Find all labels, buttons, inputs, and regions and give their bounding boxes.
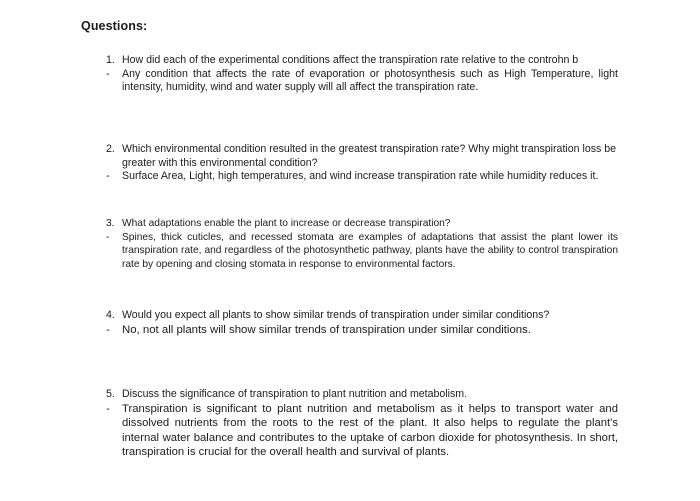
bullet-dash: - — [106, 402, 110, 415]
question-block-4 — [106, 309, 618, 337]
bullet-dash: - — [106, 67, 110, 80]
question-number: 1. — [106, 54, 115, 66]
question-number: 2. — [106, 143, 115, 155]
question-block-3 — [106, 217, 618, 271]
question-block-2 — [106, 143, 618, 184]
question-text: Would you expect all plants to show similar trends of transpiration under similar conditions? — [122, 309, 550, 321]
bullet-dash: - — [106, 231, 110, 243]
question-text: How did each of the experimental conditions affect the transpiration rate relative to the controhn b — [122, 54, 579, 66]
question-text: What adaptations enable the plant to increase or decrease transpiration? — [122, 218, 451, 229]
bullet-dash: - — [106, 323, 110, 336]
question-number: 3. — [106, 218, 115, 229]
question-number: 4. — [106, 309, 115, 321]
answer-text: Any condition that affects the rate of evaporation or photosynthesis such as High Temperature, light intensity, humidity, wind and water supply will all affect the transpiration rate. — [122, 67, 618, 94]
page-heading: Questions: — [81, 19, 148, 33]
answer-text: No, not all plants will show similar trends of transpiration under similar conditions. — [122, 323, 531, 336]
question-number: 5. — [106, 388, 115, 400]
question-text: Discuss the significance of transpiration to plant nutrition and metabolism. — [122, 388, 468, 400]
answer-text: Surface Area, Light, high temperatures, and wind increase transpiration rate while humidity reduces it. — [122, 170, 599, 183]
bullet-dash: - — [106, 170, 110, 183]
question-block-5 — [106, 388, 618, 460]
question-text: Which environmental condition resulted in the greatest transpiration rate? Why might transpiration loss be greater with this environmental condition? — [122, 143, 617, 169]
answer-text: Spines, thick cuticles, and recessed stomata are examples of adaptations that assist the plant lower its transpiration rate, and regardless of the photosynthetic pathway, plants have the ability to control transpiration rate by opening and closing stomata in response to environmental factors. — [122, 231, 618, 270]
question-block-1 — [106, 54, 618, 95]
answer-text: Transpiration is significant to plant nutrition and metabolism as it helps to transport water and dissolved nutrients from the roots to the rest of the plant. It also helps to regulate the plant's internal water balance and contributes to the uptake of carbon dioxide for photosynthesis. In short, transpiration is crucial for the overall health and survival of plants. — [122, 402, 618, 459]
